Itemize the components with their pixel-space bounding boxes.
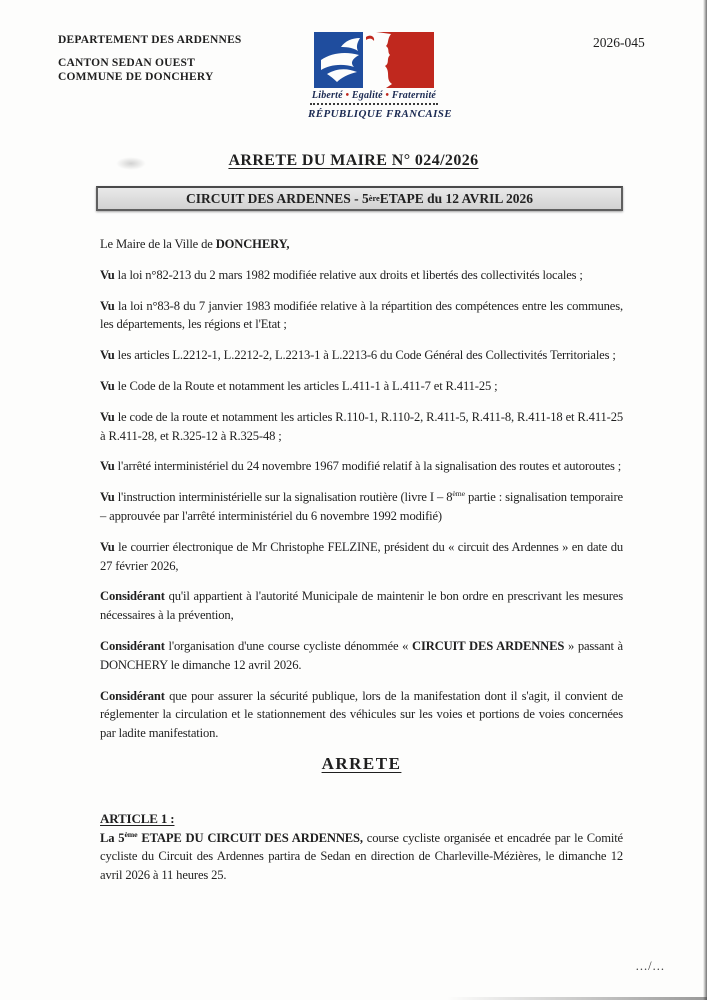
stage-banner: CIRCUIT DES ARDENNES - 5 ère ETAPE du 12 AVRIL 2026 <box>96 186 623 211</box>
department-line: DEPARTEMENT DES ARDENNES <box>58 34 242 46</box>
text-segment: Egalité <box>351 90 383 101</box>
paragraph <box>100 687 623 743</box>
text-segment: l'organisation d'une course cycliste dénommée « <box>164 638 413 653</box>
paragraph <box>100 346 623 365</box>
paragraph <box>100 235 623 254</box>
paragraph <box>100 457 623 476</box>
text-segment: ème <box>452 488 465 498</box>
text-segment: partie : signalisation temporaire – approuvée par l'arrêté interministériel du 6 novembre 1992 modifié) <box>100 490 623 523</box>
paragraph <box>100 637 623 675</box>
text-segment: Considérant <box>100 638 165 653</box>
canton-line: CANTON SEDAN OUEST <box>58 57 195 69</box>
paragraph <box>100 408 623 446</box>
text-segment: Fraternité <box>391 90 437 101</box>
text-segment: Vu <box>100 539 115 554</box>
marianne-flag-icon <box>314 32 434 88</box>
text-segment: CIRCUIT DES ARDENNES <box>412 638 565 653</box>
text-segment: Vu <box>100 298 115 313</box>
paragraph <box>100 488 623 526</box>
paragraph <box>100 377 623 396</box>
text-segment: le Code de la Route et notamment les articles L.411-1 à L.411-7 et R.411-25 ; <box>114 378 498 393</box>
header-issuer-block <box>58 33 242 84</box>
page-title: ARRETE DU MAIRE N° 024/2026 <box>228 152 479 169</box>
recitals <box>100 235 623 743</box>
document-body <box>100 235 623 897</box>
republique-francaise-logo <box>308 32 453 120</box>
text-segment: ème <box>124 829 138 839</box>
text-segment: La 5 <box>100 830 125 845</box>
arrete-heading: ARRETE <box>321 753 402 773</box>
paragraph <box>100 538 623 576</box>
text-segment: Vu <box>100 409 115 424</box>
text-segment: CIRCUIT DES ARDENNES - 5 <box>185 190 369 206</box>
logo-republic-label: RÉPUBLIQUE FRANCAISE <box>308 108 453 120</box>
document-number: 2026-045 <box>593 35 645 50</box>
commune-line: COMMUNE DE DONCHERY <box>58 71 214 83</box>
text-segment: Le Maire de la Ville de <box>100 237 216 251</box>
text-segment: le courrier électronique de Mr Christophe FELZINE, président du « circuit des Ardennes » en date du 27 février 2026, <box>100 539 623 573</box>
text-segment: l'arrêté interministériel du 24 novembre 1967 modifié relatif à la signalisation des routes et autoroutes ; <box>114 459 622 474</box>
logo-motto <box>308 90 440 101</box>
article-1-heading: ARTICLE 1 : <box>100 810 175 826</box>
text-segment: la loi n°82-213 du 2 mars 1982 modifiée relative aux droits et libertés des collectivités locales ; <box>114 267 583 282</box>
text-segment: Considérant <box>100 589 165 604</box>
text-segment: Vu <box>100 267 115 282</box>
text-segment: Vu <box>100 348 115 363</box>
text-segment: Liberté <box>311 90 343 101</box>
paragraph <box>100 266 623 285</box>
paragraph <box>100 297 623 335</box>
text-segment: Vu <box>100 459 115 474</box>
text-segment: l'instruction interministérielle sur la signalisation routière (livre I – 8 <box>114 490 453 505</box>
text-segment: les articles L.2212-1, L.2212-2, L.2213-1 à L.2213-6 du Code Général des Collectivités Territoriales ; <box>114 348 616 363</box>
article-1-heading-row <box>100 810 623 829</box>
paragraph <box>100 587 623 625</box>
text-segment: Vu <box>100 490 115 505</box>
text-segment: course cycliste organisée et encadrée par le Comité cycliste du Circuit des Ardennes partira de Sedan en direction de Charleville-Mézières, le dimanche 12 avril 2026 à 11 heures 25. <box>100 830 623 883</box>
text-segment: la loi n°83-8 du 7 janvier 1983 modifiée relative à la répartition des compétences entre les communes, les départements, les régions et l'Etat ; <box>100 298 623 332</box>
text-segment: Vu <box>100 378 115 393</box>
text-segment: • <box>382 90 392 101</box>
logo-divider <box>310 103 438 105</box>
text-segment: ETAPE DU CIRCUIT DES ARDENNES, <box>137 830 363 845</box>
continuation-marker: .../... <box>635 959 665 973</box>
text-segment: DONCHERY, <box>215 237 290 251</box>
scan-edge-right <box>703 0 707 1000</box>
text-segment: le code de la route et notamment les articles R.110-1, R.110-2, R.411-5, R.411-8, R.411-18 et R.411-25 à R.411-28, et R.325-12 à R.325-48 ; <box>100 409 623 443</box>
article-1-paragraph <box>100 829 623 885</box>
text-segment: • <box>342 90 352 101</box>
text-segment: que pour assurer la sécurité publique, lors de la manifestation dont il s'agit, il convient de réglementer la circulation et le stationnement des véhicules sur les voies et portions de voies concernées par ladite manifestation. <box>100 688 623 741</box>
text-segment: » passant à DONCHERY le dimanche 12 avril 2026. <box>100 638 624 672</box>
text-segment: Considérant <box>100 688 165 703</box>
text-segment: ETAPE du 12 AVRIL 2026 <box>379 190 534 206</box>
text-segment: qu'il appartient à l'autorité Municipale de maintenir le bon ordre en prescrivant les mesures nécessaires à la prévention, <box>100 589 623 623</box>
